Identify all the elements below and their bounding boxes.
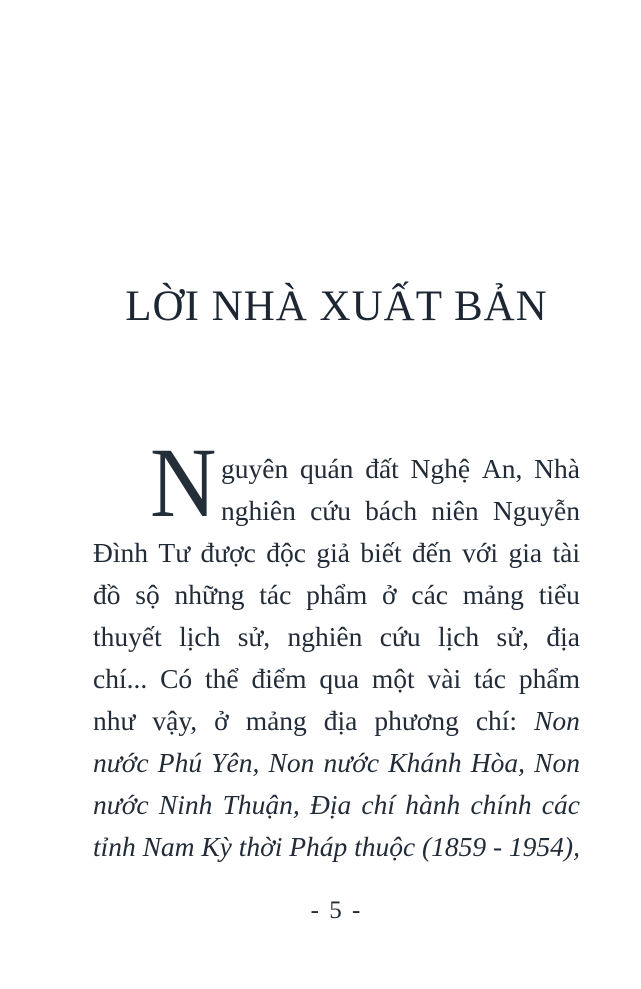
word: mảng bbox=[462, 579, 524, 610]
page-title: LỜI NHÀ XUẤT BẢN bbox=[125, 283, 548, 330]
word: quán bbox=[299, 453, 354, 484]
word: Đình bbox=[93, 537, 148, 568]
word: phẩm bbox=[518, 663, 580, 694]
word: độc bbox=[266, 537, 306, 568]
word: nghiên bbox=[287, 621, 363, 652]
word: địa bbox=[323, 705, 358, 736]
word: lịch bbox=[437, 621, 480, 652]
paragraph-line bbox=[221, 448, 580, 490]
paragraph-line bbox=[93, 574, 580, 616]
word: Có bbox=[160, 663, 193, 694]
word: niên bbox=[431, 495, 479, 526]
word: chí... bbox=[93, 663, 148, 694]
word: đất bbox=[365, 453, 399, 484]
page-number: - 5 - bbox=[310, 897, 363, 924]
paragraph-line bbox=[93, 532, 580, 574]
word: nước bbox=[93, 789, 149, 820]
word: tỉnh bbox=[93, 831, 136, 862]
word: cứu bbox=[310, 495, 351, 526]
word: Nghệ bbox=[410, 453, 471, 484]
word: Non bbox=[534, 705, 580, 736]
word: như bbox=[93, 705, 136, 736]
word: mảng bbox=[245, 705, 307, 736]
word: nước bbox=[323, 747, 380, 778]
word: 1954), bbox=[508, 831, 580, 862]
word: giả bbox=[316, 537, 350, 568]
word: Thuận, bbox=[222, 789, 300, 820]
word: Hòa, bbox=[470, 747, 525, 778]
word: địa bbox=[546, 621, 580, 652]
word: tác bbox=[259, 579, 292, 610]
paragraph-line bbox=[221, 490, 580, 532]
paragraph-line bbox=[93, 784, 580, 826]
word: chí bbox=[361, 789, 396, 820]
word: sử, bbox=[496, 621, 530, 652]
word: các bbox=[541, 789, 580, 820]
word: ở bbox=[382, 579, 397, 610]
word: vài bbox=[427, 663, 462, 694]
word: nghiên bbox=[221, 495, 296, 526]
paragraph bbox=[93, 427, 580, 868]
word: bách bbox=[365, 495, 418, 526]
word: Khánh bbox=[388, 747, 462, 778]
word: các bbox=[411, 579, 448, 610]
paragraph-line bbox=[93, 700, 580, 742]
word: lịch bbox=[179, 621, 221, 652]
word: Phú bbox=[157, 747, 203, 778]
word: với bbox=[462, 537, 499, 568]
word: Ninh bbox=[158, 789, 213, 820]
word: - bbox=[492, 831, 503, 862]
word: Kỳ bbox=[201, 831, 232, 862]
word: Yên, bbox=[211, 747, 260, 778]
word: gia bbox=[508, 537, 543, 568]
word: Tư bbox=[158, 537, 191, 568]
word: hành bbox=[405, 789, 461, 820]
word: nước bbox=[93, 747, 149, 778]
word: Nguyễn bbox=[492, 495, 580, 526]
word: vậy, bbox=[152, 705, 198, 736]
word: được bbox=[200, 537, 256, 568]
word: điểm bbox=[251, 663, 307, 694]
word: cứu bbox=[379, 621, 421, 652]
word: tiểu bbox=[538, 579, 580, 610]
word: Nhà bbox=[534, 453, 580, 484]
word: Nam bbox=[142, 831, 195, 862]
paragraph-line bbox=[93, 658, 580, 700]
word: thể bbox=[205, 663, 239, 694]
drop-cap: N bbox=[150, 427, 217, 538]
word: Non bbox=[534, 747, 580, 778]
paragraph-line bbox=[93, 616, 580, 658]
word: đồ bbox=[93, 579, 121, 610]
word: Địa bbox=[309, 789, 352, 820]
word: qua bbox=[319, 663, 360, 694]
word: chí: bbox=[475, 705, 518, 736]
word: sộ bbox=[135, 579, 160, 610]
word: sử, bbox=[237, 621, 271, 652]
word: một bbox=[371, 663, 415, 694]
word: tài bbox=[552, 537, 580, 568]
word: chính bbox=[470, 789, 532, 820]
word: phẩm bbox=[306, 579, 368, 610]
word: tác bbox=[473, 663, 507, 694]
word: những bbox=[174, 579, 245, 610]
word: ở bbox=[214, 705, 229, 736]
word: thuộc bbox=[354, 831, 416, 862]
paragraph-line bbox=[93, 742, 580, 784]
word: (1859 bbox=[421, 831, 487, 862]
word: guyên bbox=[221, 453, 289, 484]
word: thời bbox=[238, 831, 283, 862]
word: đến bbox=[412, 537, 452, 568]
word: Pháp bbox=[289, 831, 348, 862]
word: biết bbox=[360, 537, 402, 568]
word: An, bbox=[481, 453, 523, 484]
paragraph-line bbox=[93, 826, 580, 868]
word: phương bbox=[374, 705, 459, 736]
page-content bbox=[93, 0, 580, 989]
word: thuyết bbox=[93, 621, 162, 652]
word: Non bbox=[268, 747, 315, 778]
